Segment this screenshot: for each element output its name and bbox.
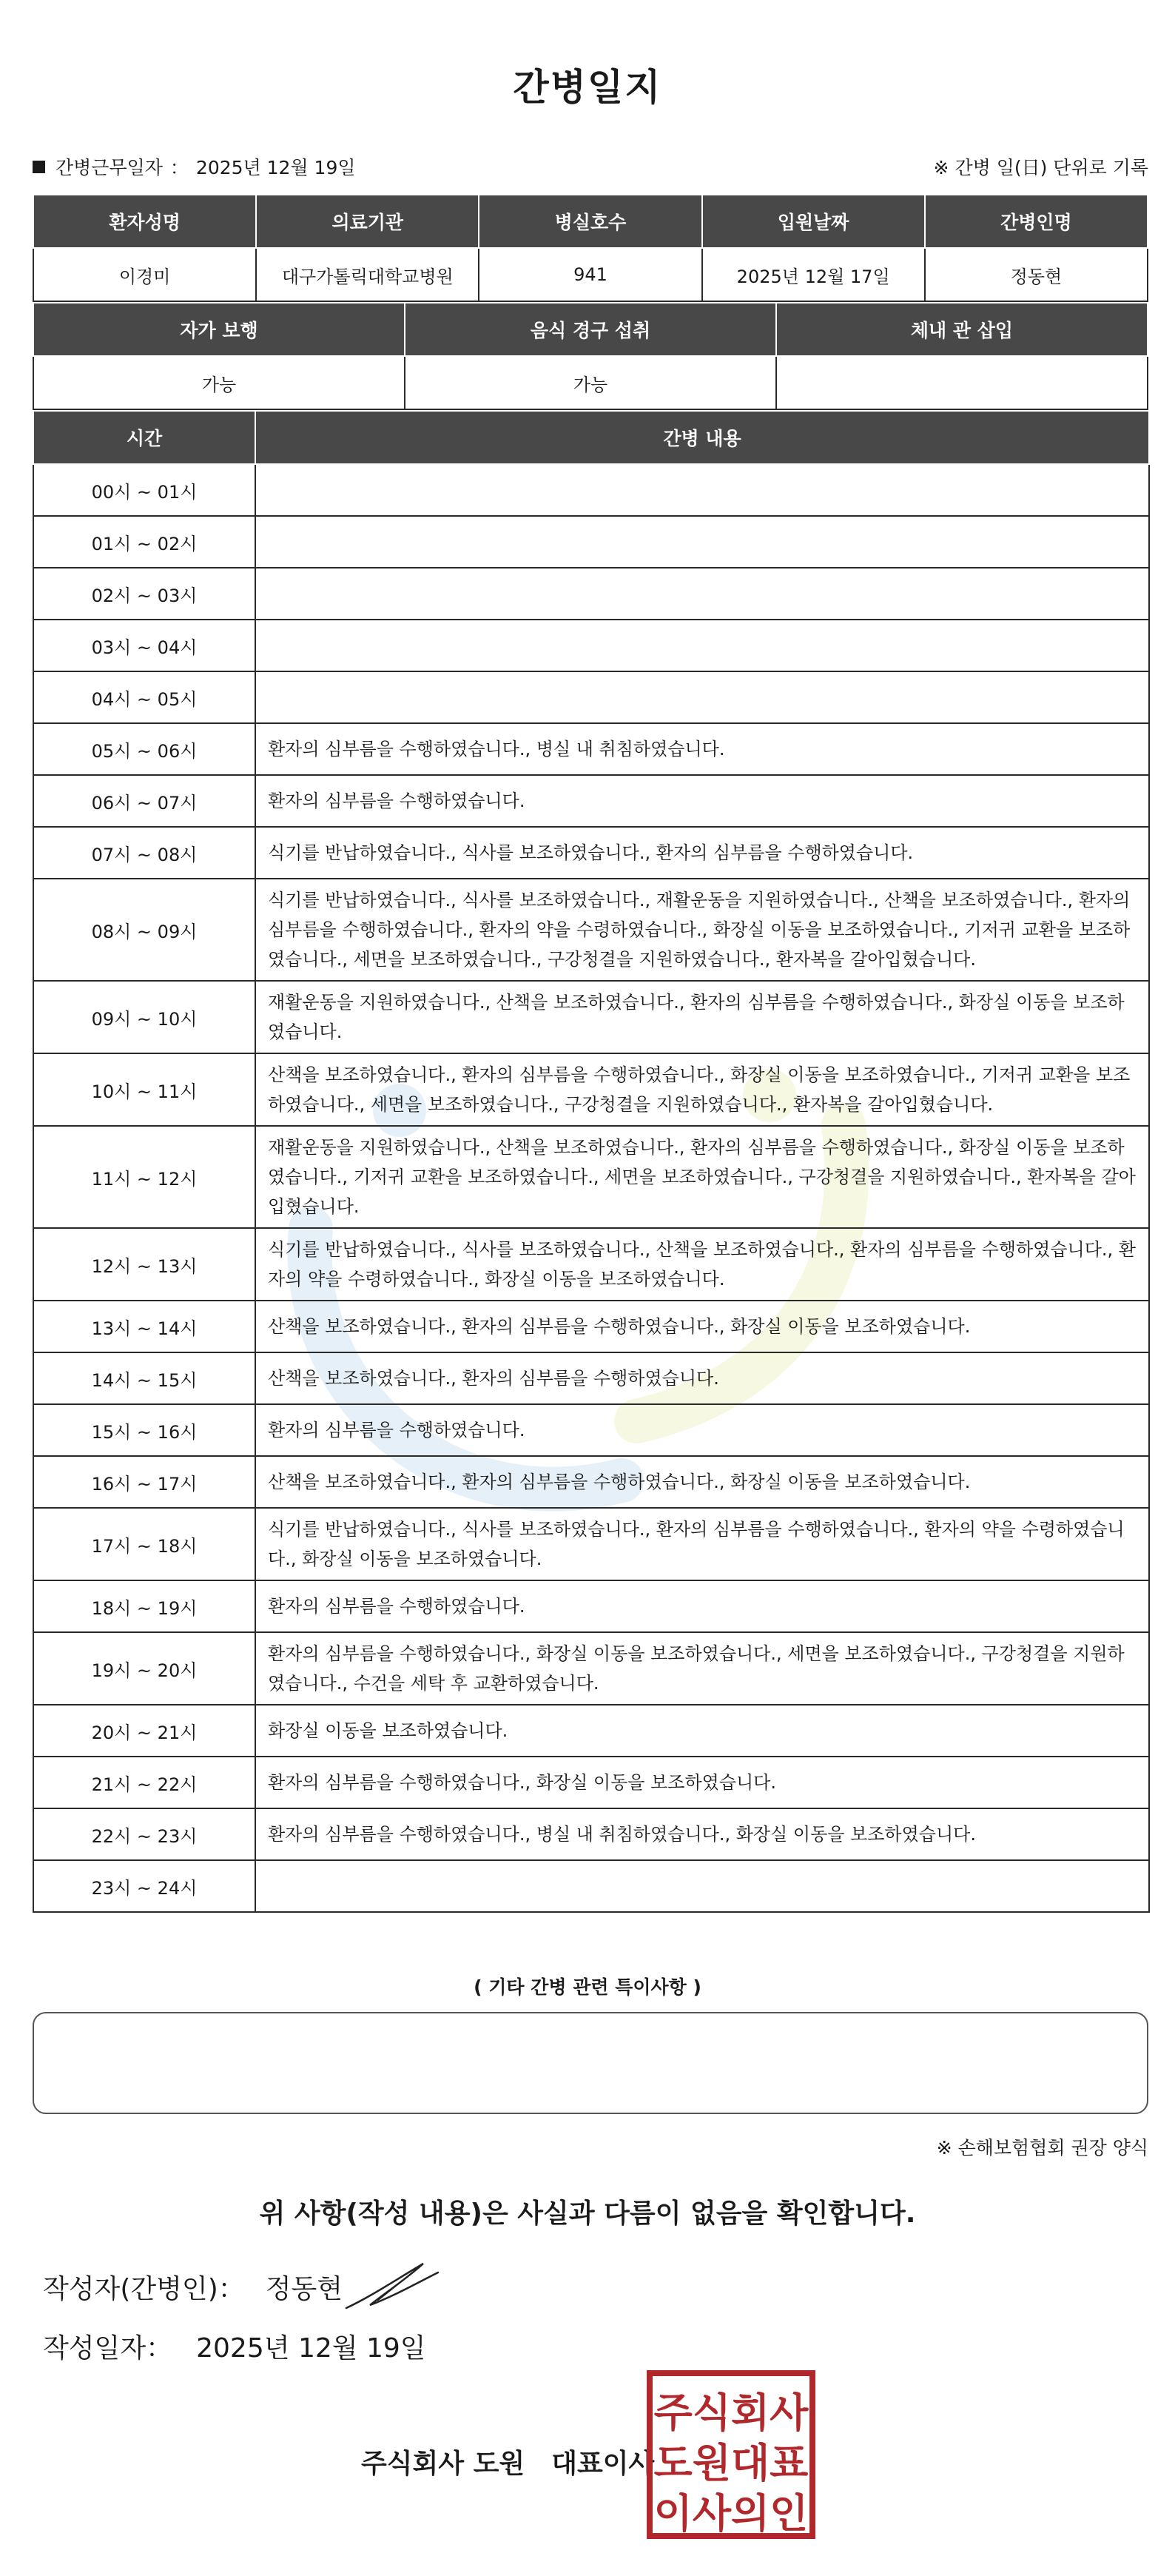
square-bullet-icon	[33, 161, 45, 173]
row-time: 04시 ~ 05시	[33, 671, 255, 723]
header-hospital: 의료기관	[256, 195, 479, 248]
write-date-row	[43, 2327, 426, 2365]
row-content	[255, 516, 1149, 568]
table-row	[33, 1126, 1149, 1228]
row-content: 식기를 반납하였습니다., 식사를 보조하였습니다., 환자의 심부름을 수행하였습니다.	[255, 827, 1149, 879]
row-time: 08시 ~ 09시	[33, 879, 255, 981]
table-row	[33, 1632, 1149, 1705]
row-time: 16시 ~ 17시	[33, 1456, 255, 1508]
row-content: 산책을 보조하였습니다., 환자의 심부름을 수행하였습니다.	[255, 1352, 1149, 1404]
row-content: 환자의 심부름을 수행하였습니다.	[255, 775, 1149, 827]
header-room: 병실호수	[479, 195, 701, 248]
header-tube: 체내 관 삽입	[776, 303, 1148, 356]
table-row	[33, 1808, 1149, 1860]
table-row	[33, 981, 1149, 1053]
table-row	[33, 1705, 1149, 1757]
row-content: 환자의 심부름을 수행하였습니다.	[255, 1404, 1149, 1456]
patient-info-table	[33, 194, 1148, 302]
row-time: 00시 ~ 01시	[33, 464, 255, 516]
row-content: 식기를 반납하였습니다., 식사를 보조하였습니다., 재활운동을 지원하였습니다., 산책을 보조하였습니다., 환자의 심부름을 수행하였습니다., 환자의 약을 수령하였습니다., 화장실 이동을 보조하였습니다., 기저귀 교환을 보조하였습니다., 세면을 보조하였습니다., 구강청결을 지원하였습니다., 환자복을 갈아입혔습니다.	[255, 879, 1149, 981]
row-time: 06시 ~ 07시	[33, 775, 255, 827]
care-log-table	[33, 410, 1150, 1913]
row-time: 22시 ~ 23시	[33, 1808, 255, 1860]
table-row	[33, 723, 1149, 775]
row-time: 19시 ~ 20시	[33, 1632, 255, 1705]
row-content	[255, 464, 1149, 516]
row-content: 산책을 보조하였습니다., 환자의 심부름을 수행하였습니다., 화장실 이동을 보조하였습니다.	[255, 1456, 1149, 1508]
row-content: 환자의 심부름을 수행하였습니다.	[255, 1580, 1149, 1632]
row-content	[255, 620, 1149, 671]
row-time: 14시 ~ 15시	[33, 1352, 255, 1404]
table-row	[33, 620, 1149, 671]
row-time: 02시 ~ 03시	[33, 568, 255, 620]
table-row	[33, 464, 1149, 516]
row-content: 산책을 보조하였습니다., 환자의 심부름을 수행하였습니다., 화장실 이동을 보조하였습니다., 기저귀 교환을 보조하였습니다., 세면을 보조하였습니다., 구강청결을 지원하였습니다., 환자복을 갈아입혔습니다.	[255, 1053, 1149, 1126]
table-row	[33, 568, 1149, 620]
table-row	[33, 827, 1149, 879]
row-content: 재활운동을 지원하였습니다., 산책을 보조하였습니다., 환자의 심부름을 수행하였습니다., 화장실 이동을 보조하였습니다., 기저귀 교환을 보조하였습니다., 세면을 보조하였습니다., 구강청결을 지원하였습니다., 환자복을 갈아입혔습니다.	[255, 1126, 1149, 1228]
row-time: 13시 ~ 14시	[33, 1301, 255, 1352]
row-content: 산책을 보조하였습니다., 환자의 심부름을 수행하였습니다., 화장실 이동을 보조하였습니다.	[255, 1301, 1149, 1352]
table-row	[33, 1456, 1149, 1508]
company-seal-icon	[645, 2369, 817, 2540]
patient-status-table	[33, 302, 1148, 410]
table-row	[33, 1228, 1149, 1301]
row-content: 환자의 심부름을 수행하였습니다., 병실 내 취침하였습니다.	[255, 723, 1149, 775]
header-caregiver: 간병인명	[925, 195, 1148, 248]
writer-name: 정동현	[265, 2274, 343, 2304]
seal-text-line: 주식회사	[653, 2389, 809, 2436]
row-content: 환자의 심부름을 수행하였습니다., 화장실 이동을 보조하였습니다.	[255, 1757, 1149, 1808]
header-content: 간병 내용	[255, 411, 1149, 464]
care-log-body	[33, 464, 1149, 1912]
admit-date: 2025년 12월 17일	[702, 248, 925, 301]
header-oral-intake: 음식 경구 섭취	[405, 303, 776, 356]
writer-label: 작성자(간병인)：	[43, 2274, 245, 2304]
table-row	[33, 775, 1149, 827]
row-time: 05시 ~ 06시	[33, 723, 255, 775]
header-admit-date: 입원날짜	[702, 195, 925, 248]
row-time: 18시 ~ 19시	[33, 1580, 255, 1632]
row-time: 17시 ~ 18시	[33, 1508, 255, 1580]
company-name: 주식회사 도원 대표이사	[361, 2449, 655, 2479]
table-row	[33, 671, 1149, 723]
notes-title: ( 기타 간병 관련 특이사항 )	[474, 1976, 701, 1998]
table-row	[33, 1301, 1149, 1352]
write-date-value: 2025년 12월 19일	[196, 2333, 426, 2364]
hospital-name: 대구가톨릭대학교병원	[256, 248, 479, 301]
work-date-value: 2025년 12월 19일	[195, 157, 356, 178]
table-row	[33, 879, 1149, 981]
seal-text-line: 도원대표	[653, 2440, 809, 2486]
row-time: 11시 ~ 12시	[33, 1126, 255, 1228]
row-content: 환자의 심부름을 수행하였습니다., 병실 내 취침하였습니다., 화장실 이동을 보조하였습니다.	[255, 1808, 1149, 1860]
table-row	[33, 1508, 1149, 1580]
room-number: 941	[479, 248, 701, 301]
table-row	[33, 1053, 1149, 1126]
row-time: 20시 ~ 21시	[33, 1705, 255, 1757]
recommend-note: ※ 손해보험협회 권장 양식	[936, 2137, 1148, 2159]
table-row	[33, 1860, 1149, 1912]
tube-value	[776, 356, 1148, 409]
row-time: 12시 ~ 13시	[33, 1228, 255, 1301]
header-time: 시간	[33, 411, 255, 464]
notes-box	[33, 2012, 1148, 2114]
row-time: 01시 ~ 02시	[33, 516, 255, 568]
row-content	[255, 671, 1149, 723]
row-time: 23시 ~ 24시	[33, 1860, 255, 1912]
walking-value: 가능	[33, 356, 405, 409]
row-content	[255, 568, 1149, 620]
oral-intake-value: 가능	[405, 356, 776, 409]
table-row	[33, 1352, 1149, 1404]
table-row	[33, 1580, 1149, 1632]
table-row	[33, 1404, 1149, 1456]
row-time: 10시 ~ 11시	[33, 1053, 255, 1126]
table-row	[33, 516, 1149, 568]
meta-row	[33, 148, 1148, 185]
write-date-label: 작성일자：	[43, 2333, 173, 2364]
row-time: 03시 ~ 04시	[33, 620, 255, 671]
caregiver-name: 정동현	[925, 248, 1148, 301]
row-content: 환자의 심부름을 수행하였습니다., 화장실 이동을 보조하였습니다., 세면을 보조하였습니다., 구강청결을 지원하였습니다., 수건을 세탁 후 교환하였습니다.	[255, 1632, 1149, 1705]
row-content: 식기를 반납하였습니다., 식사를 보조하였습니다., 환자의 심부름을 수행하였습니다., 환자의 약을 수령하였습니다., 화장실 이동을 보조하였습니다.	[255, 1508, 1149, 1580]
row-time: 09시 ~ 10시	[33, 981, 255, 1053]
row-content: 식기를 반납하였습니다., 식사를 보조하였습니다., 산책을 보조하였습니다., 환자의 심부름을 수행하였습니다., 환자의 약을 수령하였습니다., 화장실 이동을 보조하였습니다.	[255, 1228, 1149, 1301]
confirm-statement: 위 사항(작성 내용)은 사실과 다름이 없음을 확인합니다.	[259, 2198, 916, 2229]
work-date-label: 간병근무일자	[55, 157, 163, 178]
row-time: 15시 ~ 16시	[33, 1404, 255, 1456]
seal-text-line: 이사의인	[653, 2490, 809, 2537]
header-walking: 자가 보행	[33, 303, 405, 356]
row-time: 21시 ~ 22시	[33, 1757, 255, 1808]
header-patient-name: 환자성명	[33, 195, 256, 248]
unit-note: ※ 간병 일(日) 단위로 기록	[933, 157, 1148, 178]
patient-name: 이경미	[33, 248, 256, 301]
row-time: 07시 ~ 08시	[33, 827, 255, 879]
writer-row	[43, 2268, 343, 2306]
document-title: 간병일지	[513, 66, 662, 109]
row-content: 재활운동을 지원하였습니다., 산책을 보조하였습니다., 환자의 심부름을 수행하였습니다., 화장실 이동을 보조하였습니다.	[255, 981, 1149, 1053]
table-row	[33, 1757, 1149, 1808]
row-content	[255, 1860, 1149, 1912]
signature-icon	[340, 2256, 444, 2315]
row-content: 화장실 이동을 보조하였습니다.	[255, 1705, 1149, 1757]
work-date-separator: ：	[169, 157, 189, 178]
